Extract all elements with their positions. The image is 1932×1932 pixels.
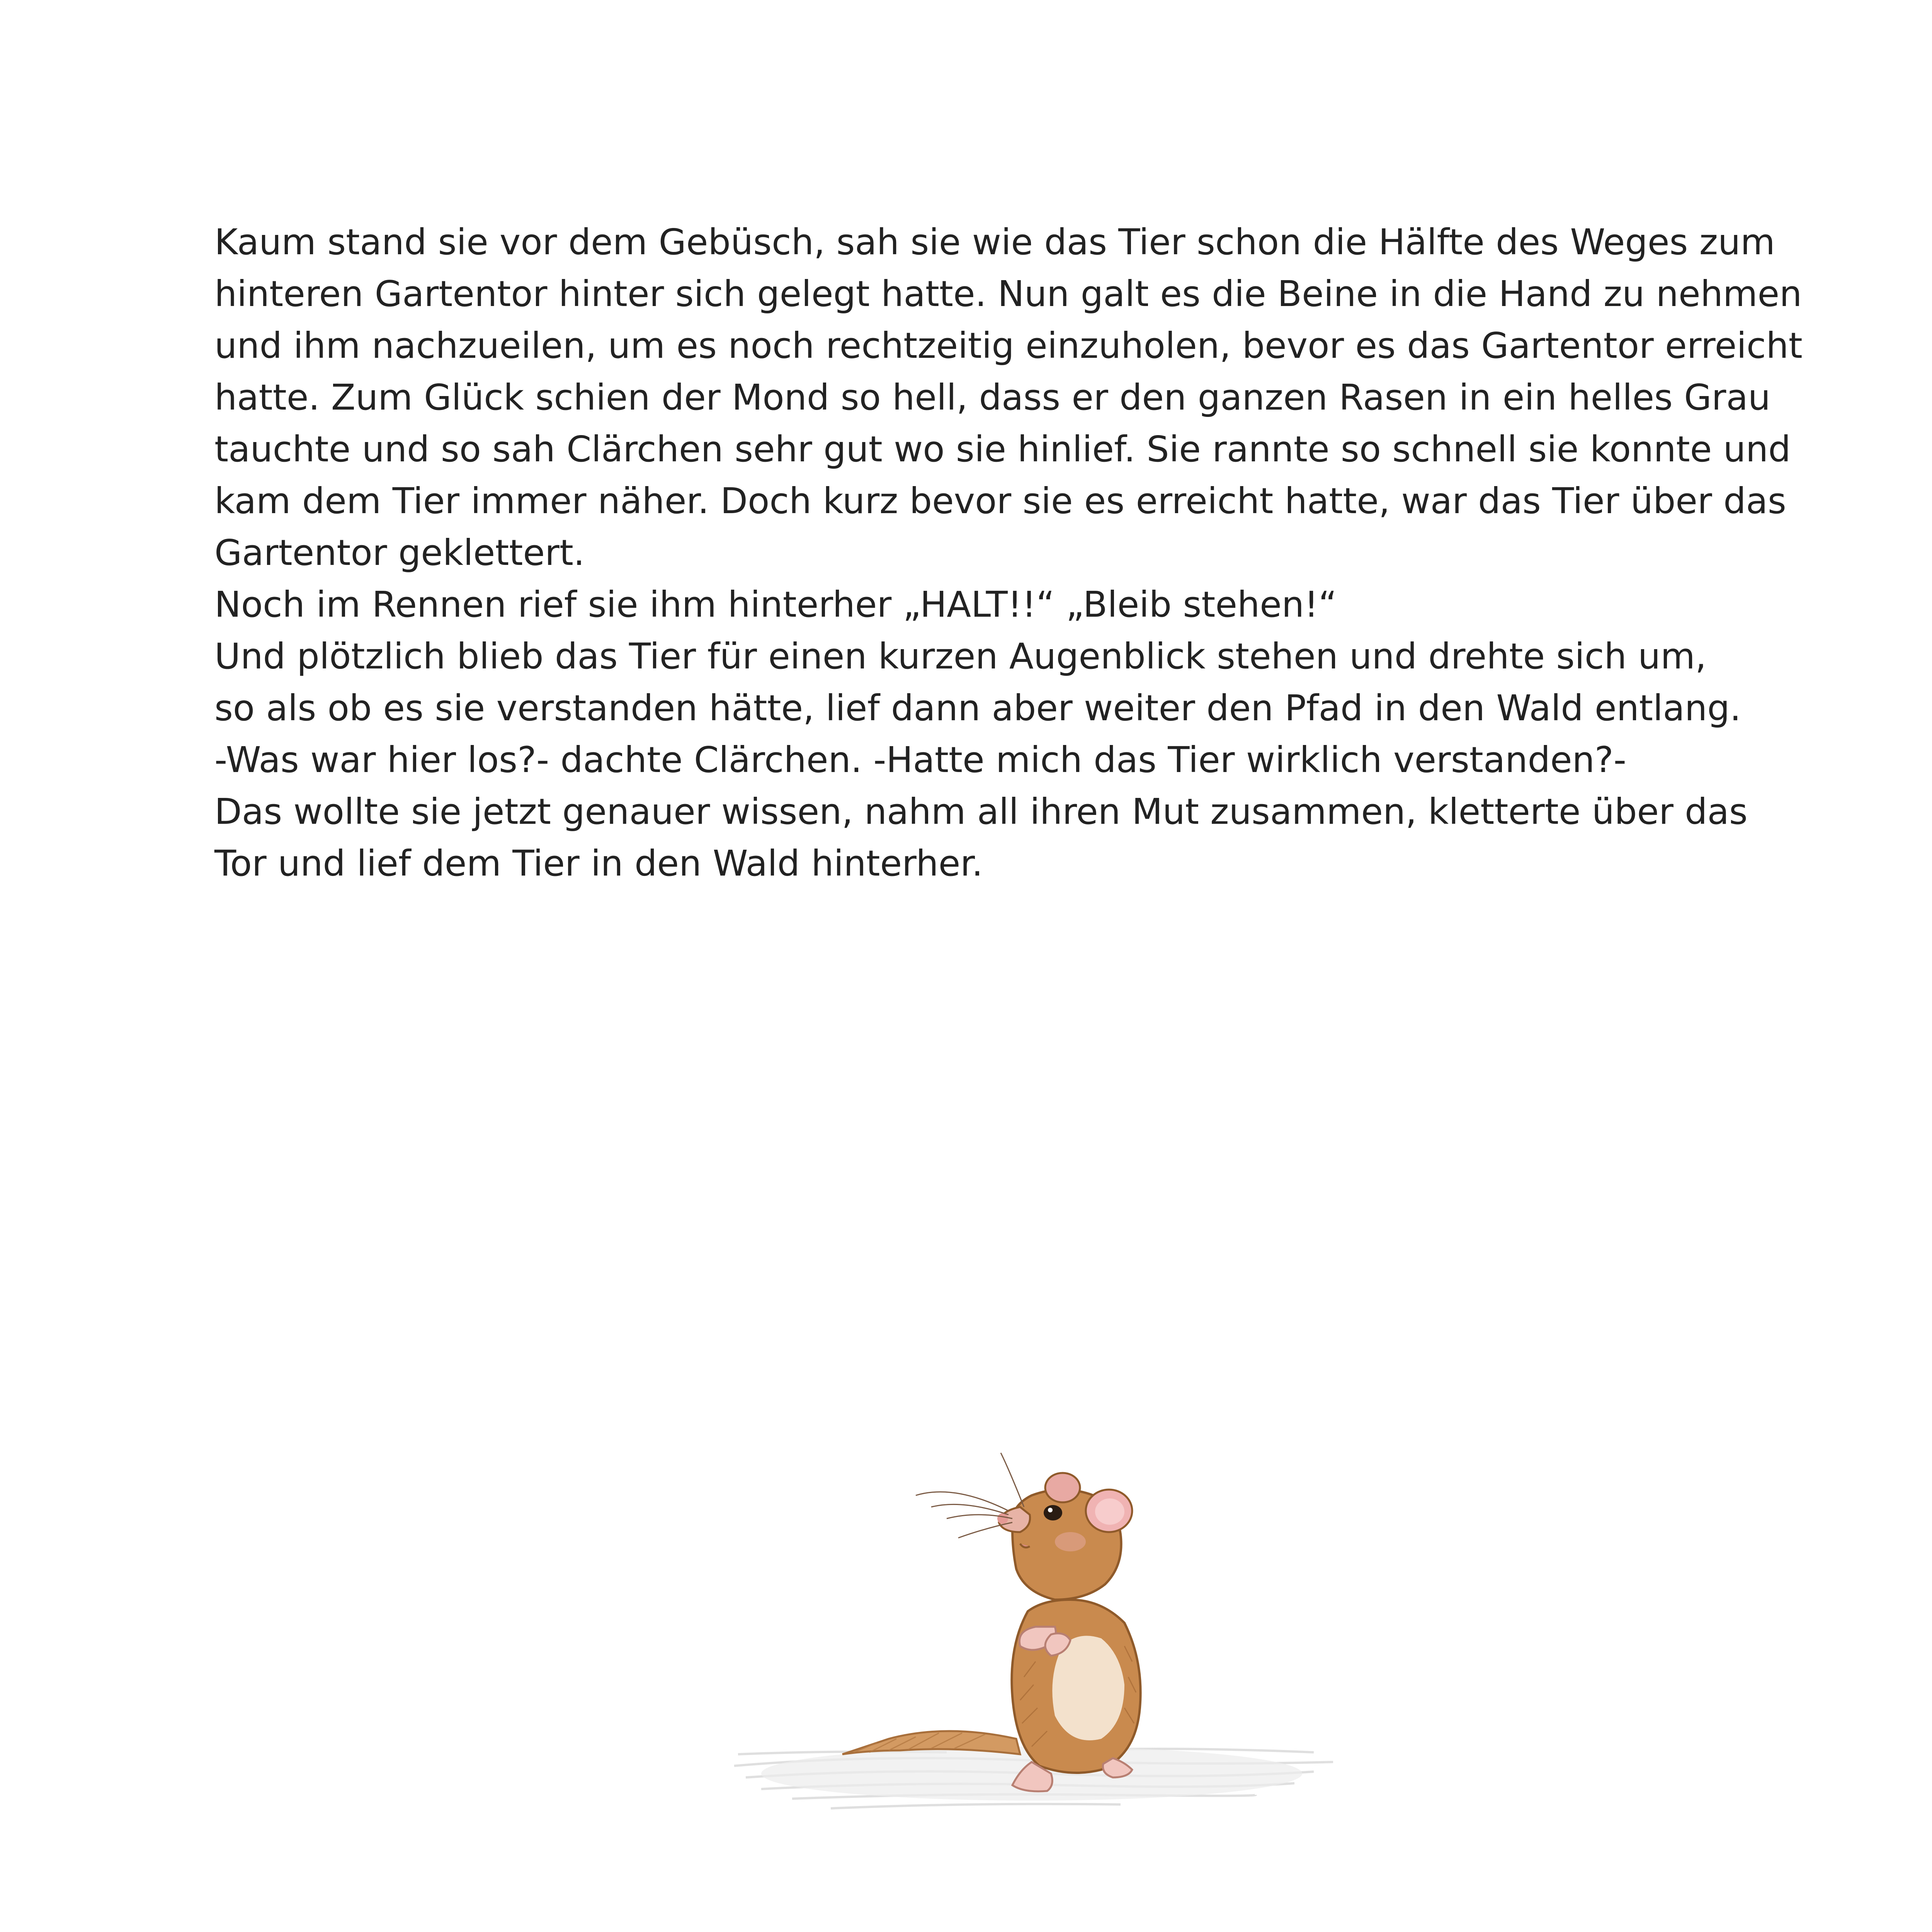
story-line: -Was war hier los?- dachte Clärchen. -Hatte mich das Tier wirklich verstanden?- bbox=[214, 739, 1626, 781]
mouse-illustration bbox=[715, 1445, 1352, 1851]
story-line: Das wollte sie jetzt genauer wissen, nahm all ihren Mut zusammen, kletterte über das bbox=[214, 791, 1748, 832]
story-line: Noch im Rennen rief sie ihm hinterher „HALT!!“ „Bleib stehen!“ bbox=[214, 584, 1337, 625]
story-line: und ihm nachzueilen, um es noch rechtzeitig einzuholen, bevor es das Gartentor erreicht bbox=[214, 325, 1803, 366]
story-line: hatte. Zum Glück schien der Mond so hell, dass er den ganzen Rasen in ein helles Grau bbox=[214, 377, 1771, 418]
story-line: hinteren Gartentor hinter sich gelegt hatte. Nun galt es die Beine in die Hand zu nehmen bbox=[214, 273, 1802, 315]
story-line: tauchte und so sah Clärchen sehr gut wo sie hinlief. Sie rannte so schnell sie konnte und bbox=[214, 429, 1791, 470]
eye bbox=[1044, 1505, 1062, 1520]
story-line: kam dem Tier immer näher. Doch kurz bevor sie es erreicht hatte, war das Tier über das bbox=[214, 480, 1786, 522]
nose bbox=[997, 1513, 1008, 1524]
story-line: so als ob es sie verstanden hätte, lief dann aber weiter den Pfad in den Wald entlang. bbox=[214, 687, 1741, 729]
story-line: Tor und lief dem Tier in den Wald hinterher. bbox=[214, 843, 983, 884]
story-line: Kaum stand sie vor dem Gebüsch, sah sie wie das Tier schon die Hälfte des Weges zum bbox=[214, 221, 1775, 263]
story-text bbox=[214, 216, 1803, 889]
far-ear bbox=[1045, 1473, 1080, 1502]
story-line: Gartentor geklettert. bbox=[214, 532, 585, 573]
story-line: Und plötzlich blieb das Tier für einen kurzen Augenblick stehen und drehte sich um, bbox=[214, 636, 1707, 677]
